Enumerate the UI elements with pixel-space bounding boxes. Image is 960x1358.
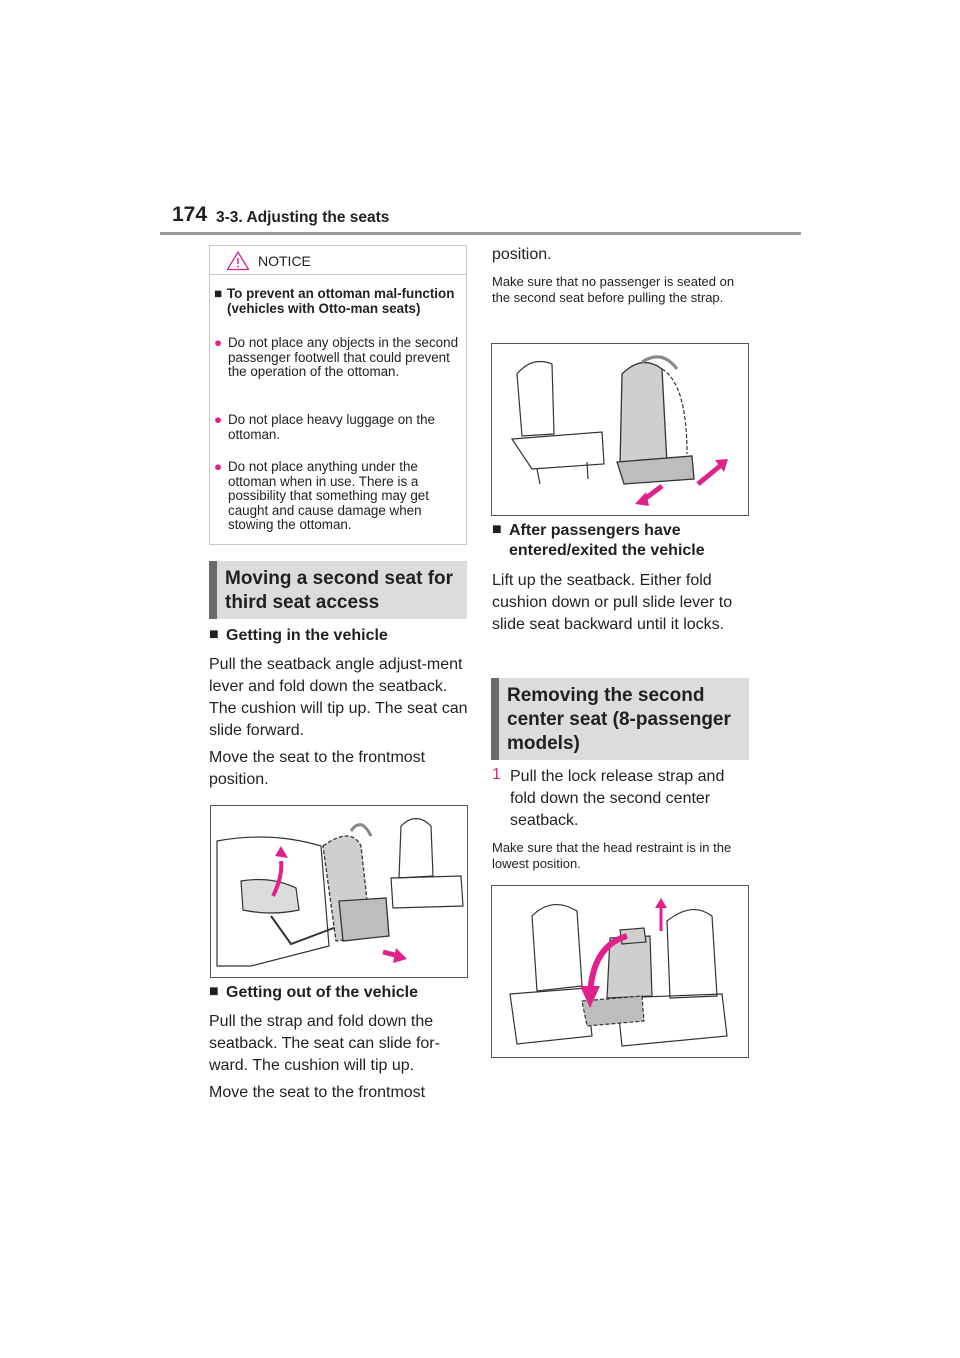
paragraph-getting-out-2: Move the seat to the frontmost <box>209 1084 426 1101</box>
heading-removing-center-seat: Removing the second center seat (8-passenger models) <box>491 678 749 760</box>
notice-bullet-text: Do not place heavy luggage on the ottoman. <box>228 412 435 442</box>
seat-fold-illustration <box>211 806 467 977</box>
note-head-restraint: Make sure that the head restraint is in the lowest position. <box>492 840 732 871</box>
subheading-after-passengers <box>492 521 750 561</box>
paragraph-getting-out-1: Pull the strap and fold down the seatback. The seat can slide for-ward. The cushion will tip up. <box>209 1013 440 1074</box>
notice-title: NOTICE <box>258 253 311 269</box>
bullet-dot-icon: ● <box>214 335 223 350</box>
notice-subheading <box>214 286 464 316</box>
notice-bullet-text: Do not place anything under the ottoman when in use. There is a possibility that something may get caught and cause damage when stowing the ottoman. <box>228 459 429 532</box>
header-divider <box>160 232 801 235</box>
page-number: 174 <box>172 203 208 226</box>
paragraph-continued: position. <box>492 246 552 263</box>
step-text: Pull the lock release strap and fold down the second center seatback. <box>510 768 725 829</box>
notice-bullet-text: Do not place any objects in the second passenger footwell that could prevent the operation of the ottoman. <box>228 335 459 379</box>
notice-bullet <box>214 336 464 380</box>
square-bullet-icon: ■ <box>209 626 219 643</box>
step-number: 1 <box>492 766 501 783</box>
notice-subheading-marker: ■ <box>214 286 223 301</box>
seat-strap-illustration <box>492 344 748 515</box>
subheading-getting-in <box>209 626 467 646</box>
step-1 <box>492 766 750 832</box>
notice-bullet <box>214 413 464 442</box>
section-title: 3-3. Adjusting the seats <box>216 209 390 226</box>
figure-seat-fold-forward <box>210 805 468 978</box>
bullet-dot-icon: ● <box>214 459 223 474</box>
notice-header <box>210 246 466 275</box>
paragraph-getting-in-1: Pull the seatback angle adjust-ment lever and fold down the seatback. The cushion will tip up. The seat can slide forward. <box>209 656 468 739</box>
note-passenger-strap: Make sure that no passenger is seated on the second seat before pulling the strap. <box>492 274 735 305</box>
heading-moving-second-seat: Moving a second seat for third seat access <box>209 561 467 619</box>
center-seat-illustration <box>492 886 748 1057</box>
bullet-dot-icon: ● <box>214 412 223 427</box>
figure-center-seat-fold <box>491 885 749 1058</box>
subheading-getting-out-text: Getting out of the vehicle <box>226 984 419 1001</box>
warning-triangle-icon <box>226 250 250 271</box>
subheading-after-passengers-text: After passengers have entered/exited the vehicle <box>509 522 705 559</box>
subheading-getting-out <box>209 983 467 1003</box>
figure-seat-strap <box>491 343 749 516</box>
notice-bullet <box>214 460 464 533</box>
square-bullet-icon: ■ <box>209 983 219 1000</box>
paragraph-getting-in-2: Move the seat to the frontmost position. <box>209 749 426 788</box>
paragraph-after-passengers: Lift up the seatback. Either fold cushion down or pull slide lever to slide seat backward until it locks. <box>492 572 733 633</box>
notice-subheading-text: To prevent an ottoman mal-function (vehicles with Otto-man seats) <box>227 286 455 316</box>
subheading-getting-in-text: Getting in the vehicle <box>226 627 388 644</box>
square-bullet-icon: ■ <box>492 521 502 538</box>
notice-box <box>209 245 467 545</box>
